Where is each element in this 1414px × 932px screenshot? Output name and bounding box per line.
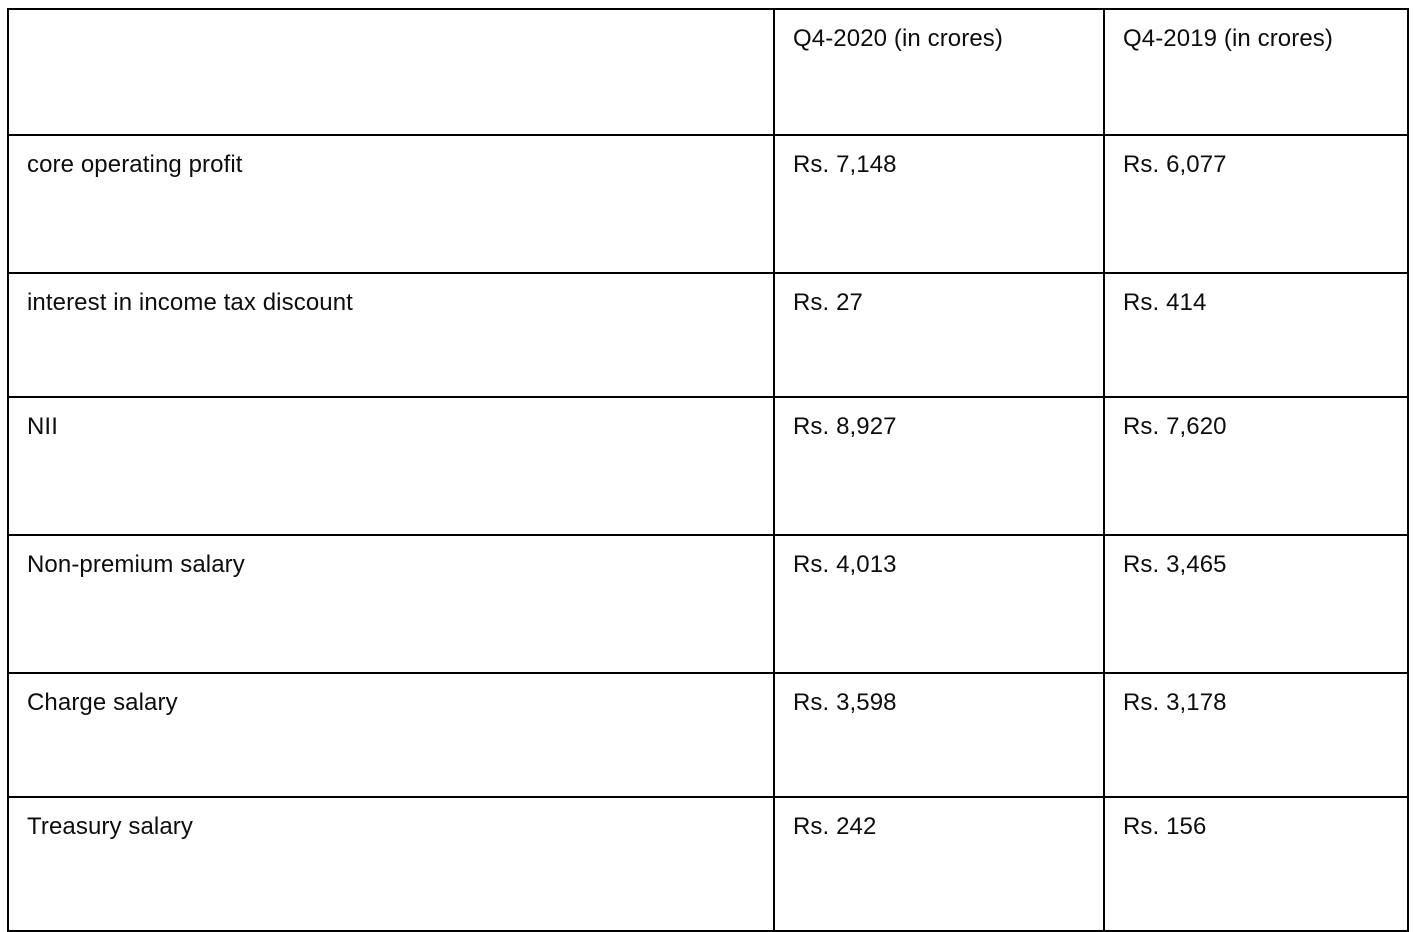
- row-label: Non-premium salary: [8, 535, 774, 673]
- row-value-q4-2020: Rs. 7,148: [774, 135, 1104, 273]
- row-value-q4-2020: Rs. 242: [774, 797, 1104, 931]
- row-label: interest in income tax discount: [8, 273, 774, 397]
- row-value-q4-2019: Rs. 156: [1104, 797, 1408, 931]
- table-row: [8, 535, 1408, 673]
- table-row: [8, 397, 1408, 535]
- column-header-q4-2020: Q4-2020 (in crores): [774, 9, 1104, 135]
- row-value-q4-2020: Rs. 3,598: [774, 673, 1104, 797]
- row-value-q4-2019: Rs. 7,620: [1104, 397, 1408, 535]
- column-header-metric: [8, 9, 774, 135]
- row-value-q4-2019: Rs. 3,465: [1104, 535, 1408, 673]
- row-value-q4-2020: Rs. 8,927: [774, 397, 1104, 535]
- row-label: NII: [8, 397, 774, 535]
- table-row: [8, 135, 1408, 273]
- table-row: [8, 273, 1408, 397]
- row-value-q4-2019: Rs. 3,178: [1104, 673, 1408, 797]
- table-row: [8, 797, 1408, 931]
- document-page: [0, 8, 1414, 890]
- row-label: Charge salary: [8, 673, 774, 797]
- row-label: core operating profit: [8, 135, 774, 273]
- table-row: [8, 673, 1408, 797]
- column-header-q4-2019: Q4-2019 (in crores): [1104, 9, 1408, 135]
- row-label: Treasury salary: [8, 797, 774, 931]
- row-value-q4-2020: Rs. 27: [774, 273, 1104, 397]
- row-value-q4-2019: Rs. 414: [1104, 273, 1408, 397]
- row-value-q4-2019: Rs. 6,077: [1104, 135, 1408, 273]
- row-value-q4-2020: Rs. 4,013: [774, 535, 1104, 673]
- table-header-row: [8, 9, 1408, 135]
- table-body: [8, 135, 1408, 931]
- table-header: [8, 9, 1408, 135]
- financial-comparison-table: [7, 8, 1409, 932]
